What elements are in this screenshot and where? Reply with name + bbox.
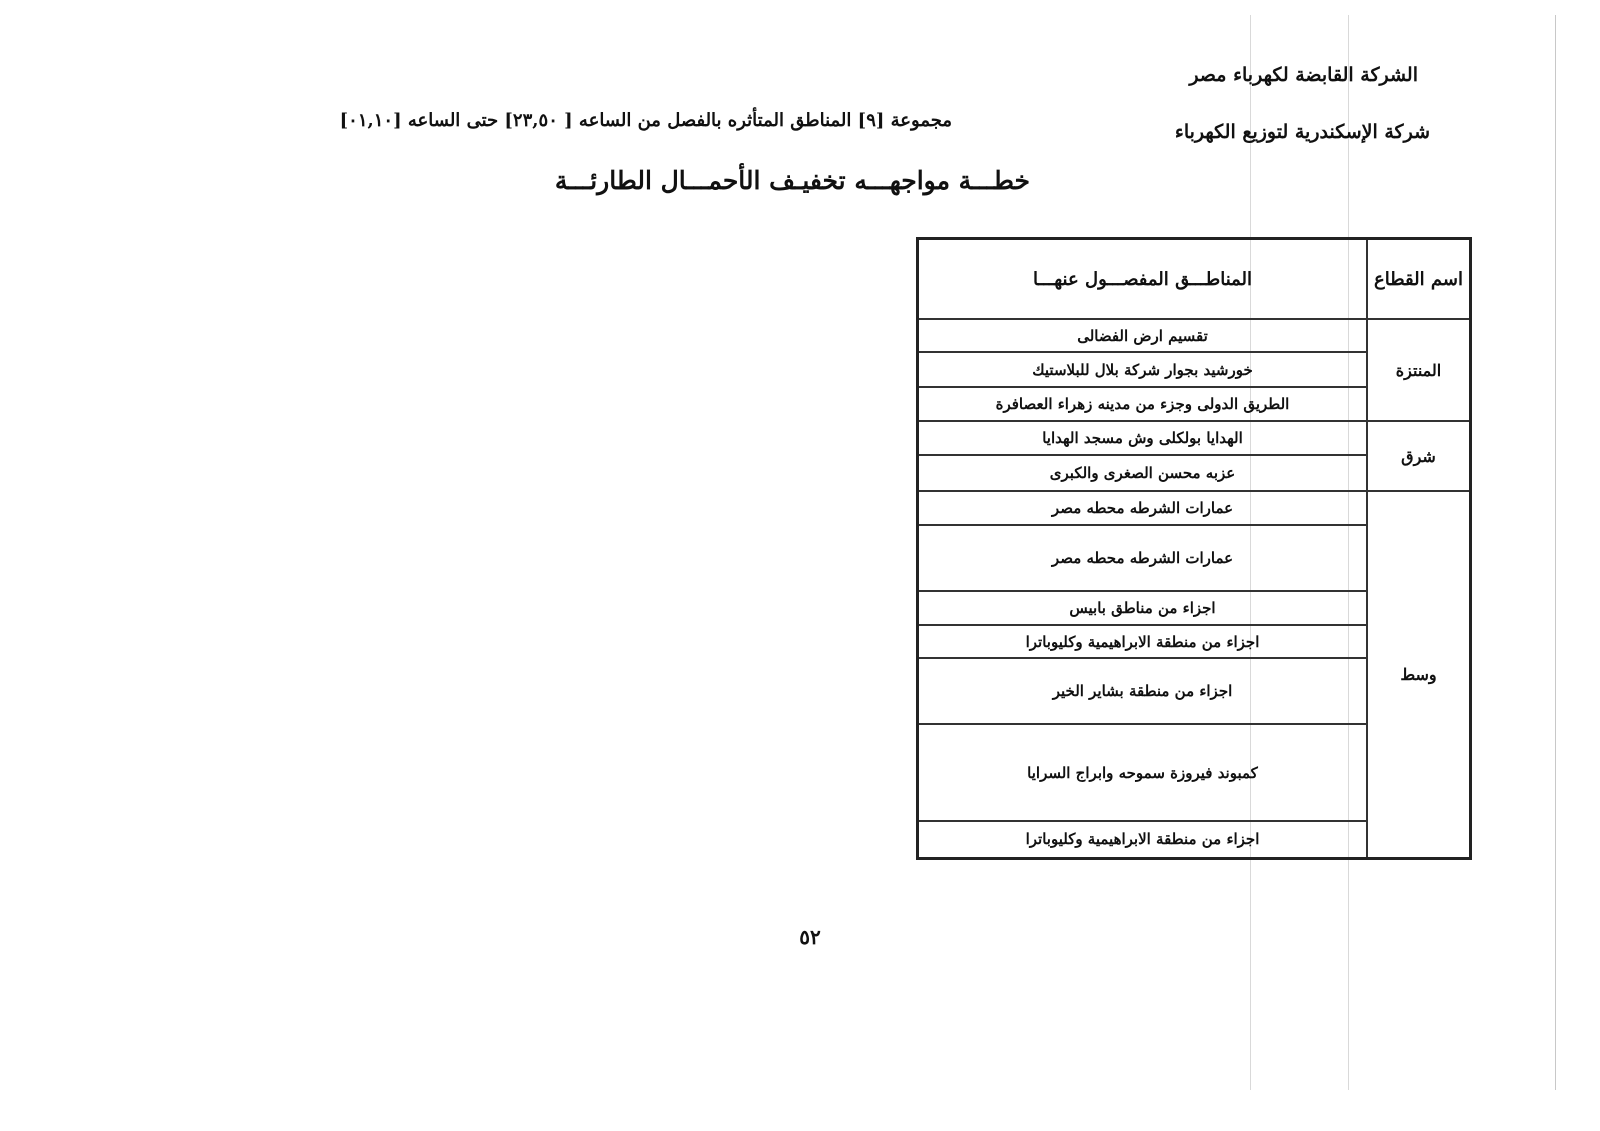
area-cell: كمبوند فيروزة سموحه وابراج السرايا bbox=[918, 724, 1368, 821]
page-number: ٥٢ bbox=[799, 925, 821, 949]
scan-line bbox=[1555, 15, 1556, 1090]
area-cell: خورشيد بجوار شركة بلال للبلاستيك bbox=[918, 352, 1368, 387]
header-sector-name: اسم القطاع bbox=[1367, 239, 1471, 320]
area-cell: عزبه محسن الصغرى والكبرى bbox=[918, 455, 1368, 491]
table-body bbox=[918, 319, 1471, 858]
table-row bbox=[918, 421, 1471, 455]
group-schedule-line: مجموعة [٩] المناطق المتأثره بالفصل من الساعه [ ٢٣,٥٠] حتى الساعه [٠١,١٠] bbox=[339, 110, 952, 131]
plan-title: خطـــة مواجهـــه تخفيـف الأحمـــال الطارئـــة bbox=[554, 166, 1030, 195]
area-cell: عمارات الشرطه محطه مصر bbox=[918, 491, 1368, 525]
area-cell: الطريق الدولى وجزء من مدينه زهراء العصافرة bbox=[918, 387, 1368, 421]
table-header-row bbox=[918, 239, 1471, 320]
area-cell: تقسيم ارض الفضالى bbox=[918, 319, 1368, 352]
sector-name-cell: المنتزة bbox=[1367, 319, 1471, 421]
sector-name-cell: وسط bbox=[1367, 491, 1471, 858]
sector-areas-table bbox=[916, 237, 1472, 860]
table-row bbox=[918, 319, 1471, 352]
org-line-alexandria-company: شركة الإسكندرية لتوزيع الكهرباء bbox=[1174, 121, 1430, 143]
area-cell: عمارات الشرطه محطه مصر bbox=[918, 525, 1368, 591]
area-cell: اجزاء من منطقة الابراهيمية وكليوباترا bbox=[918, 625, 1368, 658]
sector-name-cell: شرق bbox=[1367, 421, 1471, 491]
org-line-holding-company: الشركة القابضة لكهرباء مصر bbox=[1189, 64, 1418, 86]
table-row bbox=[918, 491, 1471, 525]
area-cell: اجزاء من منطقة بشاير الخير bbox=[918, 658, 1368, 724]
area-cell: الهدايا بولكلى وش مسجد الهدايا bbox=[918, 421, 1368, 455]
header-disconnected-areas: المناطـــق المفصـــول عنهـــا bbox=[918, 239, 1368, 320]
area-cell: اجزاء من منطقة الابراهيمية وكليوباترا bbox=[918, 821, 1368, 858]
area-cell: اجزاء من مناطق بابيس bbox=[918, 591, 1368, 625]
